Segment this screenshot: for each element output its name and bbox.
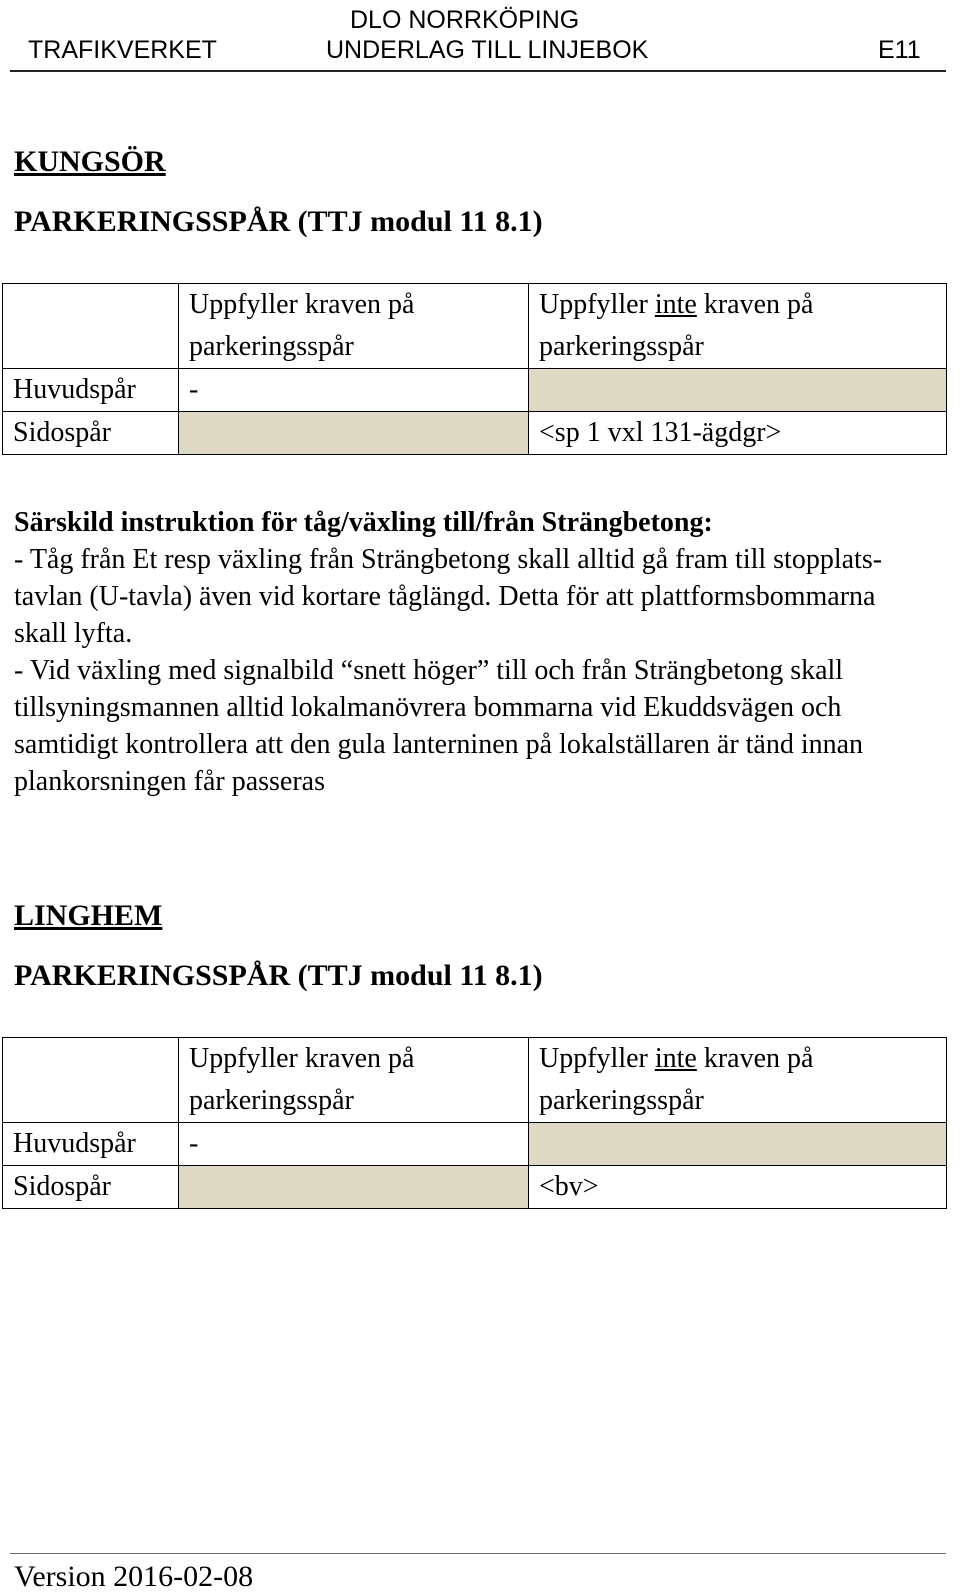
table-row (3, 412, 947, 455)
col-header-emph: inte (654, 1043, 697, 1074)
instruction-paragraph: - Tåg från Et resp växling från Strängbetong skall alltid gå fram till stopplats-tavlan (U-tavla) även vid kortare tåglängd. Detta för att plattformsbommarna skall lyfta. (14, 544, 883, 649)
station-title-linghem: LINGHEM (14, 899, 163, 932)
parking-subheading: PARKERINGSSPÅR (TTJ modul 11 8.1) (14, 205, 543, 238)
instruction-paragraph: - Vid växling med signalbild “snett höger” till och från Strängbetong skall tillsyningsmannen alltid lokalmanövrera bommarna vid Ekuddsvägen och samtidigt kontrollera att den gula lanterninen på lokalställaren är tänd innan plankorsningen får passeras (14, 655, 864, 797)
special-instruction (14, 504, 934, 800)
parking-table-kungsor (2, 283, 947, 455)
table-header-row (3, 284, 947, 369)
table-row (3, 1166, 947, 1209)
table-corner-cell (3, 1038, 179, 1123)
col-header-post: kraven på parkeringsspår (539, 1043, 814, 1116)
cell-not-fulfills (529, 369, 947, 412)
table-row (3, 369, 947, 412)
header-center-top: DLO NORRKÖPING (350, 6, 580, 34)
footer-divider (10, 1553, 946, 1554)
header-left: TRAFIKVERKET (28, 36, 217, 64)
table-row (3, 1123, 947, 1166)
table-header-row (3, 1038, 947, 1123)
header-divider (10, 70, 946, 72)
col-header-pre: Uppfyller (539, 289, 655, 320)
table-corner-cell (3, 284, 179, 369)
cell-not-fulfills: <bv> (529, 1166, 947, 1209)
row-label: Huvudspår (3, 369, 179, 412)
row-label: Sidospår (3, 1166, 179, 1209)
cell-fulfills (179, 1166, 529, 1209)
version-footer: Version 2016-02-08 (14, 1560, 254, 1593)
col-header-post: kraven på parkeringsspår (539, 289, 814, 362)
cell-not-fulfills: <sp 1 vxl 131-ägdgr> (529, 412, 947, 455)
cell-fulfills (179, 412, 529, 455)
header-center-bottom: UNDERLAG TILL LINJEBOK (326, 36, 649, 64)
col-header-not-fulfills (529, 1038, 947, 1123)
cell-fulfills: - (179, 1123, 529, 1166)
col-header-pre: Uppfyller (539, 1043, 655, 1074)
row-label: Sidospår (3, 412, 179, 455)
col-header-not-fulfills (529, 284, 947, 369)
parking-subheading: PARKERINGSSPÅR (TTJ modul 11 8.1) (14, 959, 543, 992)
instruction-title: Särskild instruktion för tåg/växling till/från Strängbetong: (14, 507, 713, 538)
col-header-fulfills: Uppfyller kraven på parkeringsspår (179, 1038, 529, 1123)
cell-fulfills: - (179, 369, 529, 412)
header-right: E11 (878, 36, 921, 64)
station-title-kungsor: KUNGSÖR (14, 145, 166, 178)
cell-not-fulfills (529, 1123, 947, 1166)
parking-table-linghem (2, 1037, 947, 1209)
col-header-emph: inte (654, 289, 697, 320)
col-header-fulfills: Uppfyller kraven på parkeringsspår (179, 284, 529, 369)
row-label: Huvudspår (3, 1123, 179, 1166)
